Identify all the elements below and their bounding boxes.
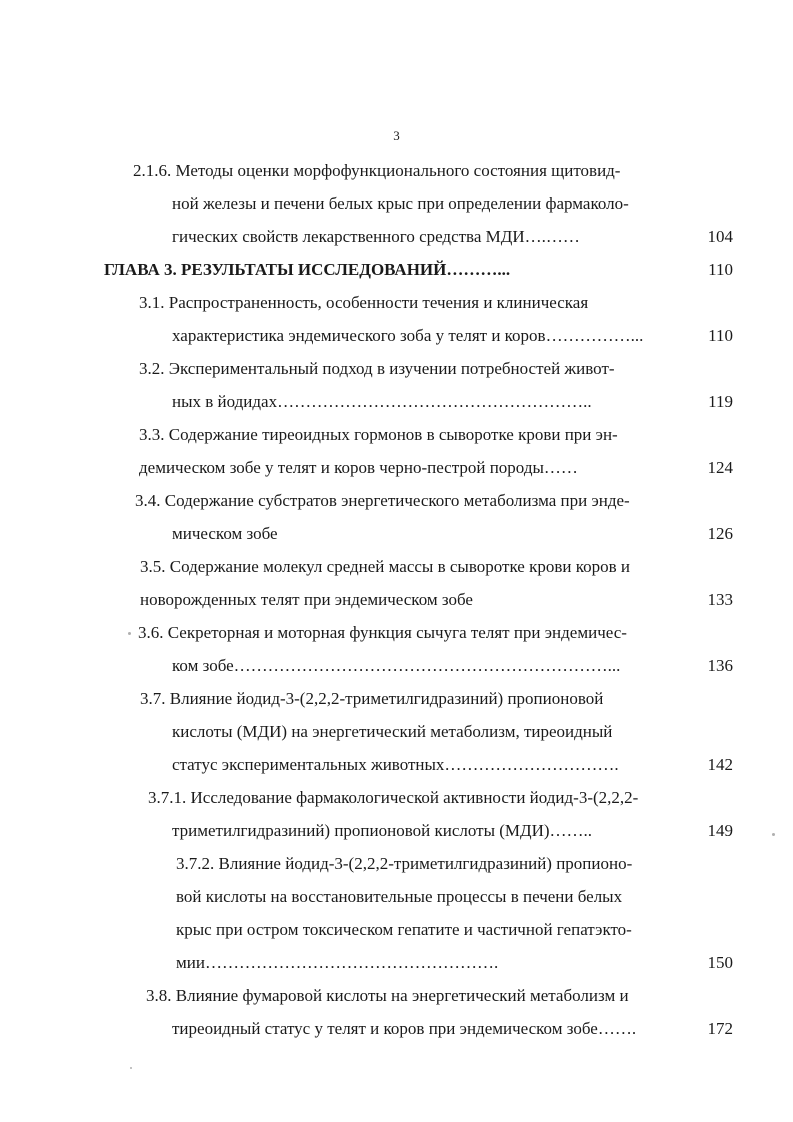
toc-entry-3-4-page: 126 xyxy=(707,524,733,543)
toc-entry-3-5-line-1: 3.5. Содержание молекул средней массы в сыворотке крови коров и xyxy=(140,557,630,576)
toc-entry-3-1-line-2: характеристика эндемического зоба у телят и коров……………... xyxy=(172,326,644,345)
scan-speck xyxy=(130,1067,132,1069)
toc-entry-3-7-line-2: кислоты (МДИ) на энергетический метаболизм, тиреоидный xyxy=(172,722,613,741)
toc-entry-3-7-2-line-1: 3.7.2. Влияние йодид-3-(2,2,2-триметилгидразиний) пропионо- xyxy=(176,854,633,873)
toc-entry-3-5-page: 133 xyxy=(707,590,733,609)
toc-entry-3-8-line-2: тиреоидный статус у телят и коров при эндемическом зобе……. xyxy=(172,1019,637,1038)
toc-entry-3-4-line-2: мическом зобе xyxy=(172,524,278,543)
scan-speck xyxy=(772,833,775,836)
toc-entry-3-7-1-page: 149 xyxy=(707,821,733,840)
toc-entry-3-3-line-1: 3.3. Содержание тиреоидных гормонов в сыворотке крови при эн- xyxy=(139,425,618,444)
toc-entry-3-7-page: 142 xyxy=(707,755,733,774)
toc-entry-3-7-line-1: 3.7. Влияние йодид-3-(2,2,2-триметилгидразиний) пропионовой xyxy=(140,689,604,708)
toc-entry-3-6-line-1: 3.6. Секреторная и моторная функция сычуга телят при эндемичес- xyxy=(138,623,627,642)
toc-entry-2-1-6-page: 104 xyxy=(707,227,733,246)
toc-entry-2-1-6-line-1: 2.1.6. Методы оценки морфофункционального состояния щитовид- xyxy=(133,161,621,180)
toc-entry-3-1-page: 110 xyxy=(708,326,733,345)
toc-entry-3-1-line-1: 3.1. Распространенность, особенности течения и клиническая xyxy=(139,293,589,312)
toc-entry-2-1-6-line-3: гических свойств лекарственного средства МДИ….…… xyxy=(172,227,580,246)
toc-entry-3-7-line-3: статус экспериментальных животных…………………………. xyxy=(172,755,619,774)
toc-entry-3-7-2-page: 150 xyxy=(707,953,733,972)
toc-entry-3-3-page: 124 xyxy=(707,458,733,477)
toc-entry-3-7-2-line-2: вой кислоты на восстановительные процессы в печени белых xyxy=(176,887,623,906)
toc-entry-3-2-line-1: 3.2. Экспериментальный подход в изучении потребностей живот- xyxy=(139,359,615,378)
toc-entry-3-6-page: 136 xyxy=(707,656,733,675)
toc-entry-3-7-2-line-4: мии……………………………………………. xyxy=(176,953,499,972)
toc-entry-3-6-line-2: ком зобе…………………………………………………………... xyxy=(172,656,621,675)
toc-chapter-3-page: 110 xyxy=(708,260,733,279)
toc-chapter-3-heading: ГЛАВА 3. РЕЗУЛЬТАТЫ ИССЛЕДОВАНИЙ………... xyxy=(104,260,511,279)
toc-entry-3-8-page: 172 xyxy=(707,1019,733,1038)
toc-entry-3-7-2-line-3: крыс при остром токсическом гепатите и частичной гепатэкто- xyxy=(176,920,632,939)
toc-entry-3-8-line-1: 3.8. Влияние фумаровой кислоты на энергетический метаболизм и xyxy=(146,986,629,1005)
toc-entry-2-1-6-line-2: ной железы и печени белых крыс при определении фармаколо- xyxy=(172,194,629,213)
scan-speck xyxy=(128,632,131,635)
toc-entry-3-7-1-line-1: 3.7.1. Исследование фармакологической активности йодид-3-(2,2,2- xyxy=(148,788,639,807)
page-number: 3 xyxy=(393,128,400,143)
toc-entry-3-7-1-line-2: триметилгидразиний) пропионовой кислоты (МДИ)…….. xyxy=(172,821,593,840)
toc-entry-3-2-line-2: ных в йодидах……………………………………………….. xyxy=(172,392,592,411)
toc-entry-3-5-line-2: новорожденных телят при эндемическом зобе xyxy=(140,590,473,609)
toc-entry-3-3-line-2: демическом зобе у телят и коров черно-пестрой породы…… xyxy=(139,458,578,477)
toc-entry-3-2-page: 119 xyxy=(708,392,733,411)
toc-entry-3-4-line-1: 3.4. Содержание субстратов энергетического метаболизма при энде- xyxy=(135,491,630,510)
